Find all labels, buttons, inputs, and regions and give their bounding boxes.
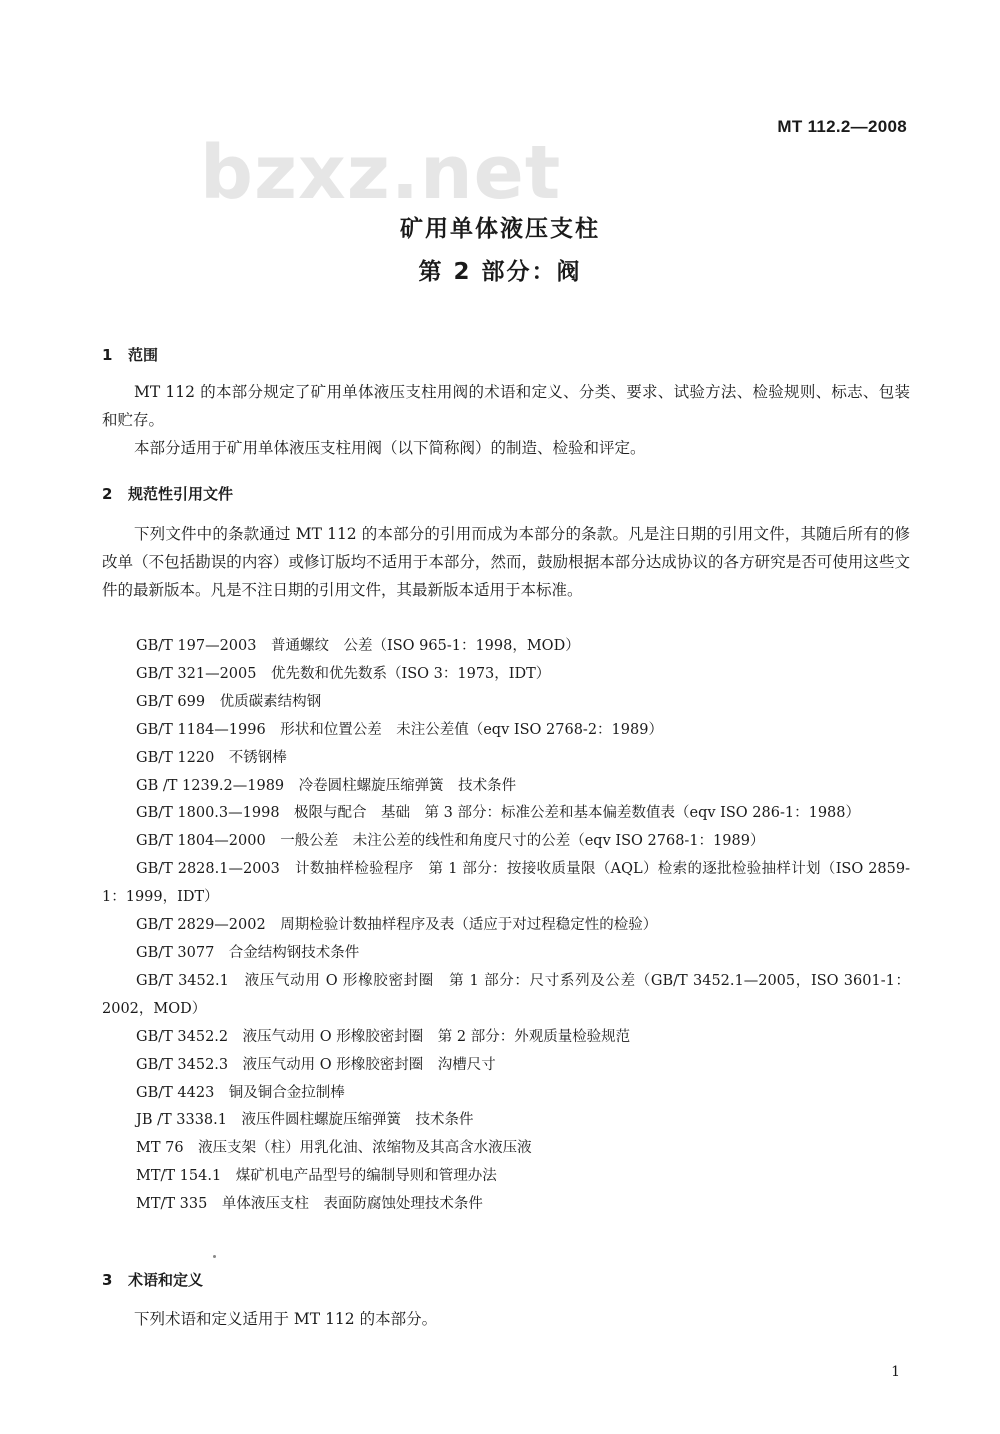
- section-title: 术语和定义: [128, 1271, 204, 1289]
- reference-item: GB/T 3452.1 液压气动用 O 形橡胶密封圈 第 1 部分：尺寸系列及公差（GB/T 3452.1—2005，ISO 3601-1：2002，MOD）: [102, 972, 910, 1017]
- section-title: 范围: [128, 346, 159, 364]
- reference-item: GB/T 2828.1—2003 计数抽样检验程序 第 1 部分：按接收质量限（AQL）检索的逐批检验抽样计划（ISO 2859-1：1999，IDT）: [102, 861, 910, 906]
- reference-item: GB/T 2829—2002 周期检验计数抽样程序及表（适应于对过程稳定性的检验）: [136, 917, 658, 934]
- references-intro-paragraph: 下列文件中的条款通过 MT 112 的本部分的引用而成为本部分的条款。凡是注日期的引用文件，其随后所有的修改单（不包括勘误的内容）或修订版均不适用于本部分，然而，鼓励根据本部分达成协议的各方研究是否可使用这些文件的最新版本。凡是不注日期的引用文件，其最新版本适用于本标准。: [102, 525, 910, 599]
- section-title: 规范性引用文件: [128, 485, 234, 503]
- reference-item: GB/T 197—2003 普通螺纹 公差（ISO 965-1：1998，MOD）: [136, 638, 580, 654]
- reference-item: GB/T 321—2005 优先数和优先数系（ISO 3：1973，IDT）: [136, 665, 551, 682]
- document-title: 矿用单体液压支柱: [400, 216, 600, 242]
- document-subtitle: 第 2 部分：阀: [418, 259, 582, 285]
- reference-item: GB/T 699 优质碳素结构钢: [136, 693, 322, 710]
- reference-item: GB/T 3452.3 液压气动用 O 形橡胶密封圈 沟槽尺寸: [136, 1056, 496, 1073]
- terms-paragraph: 下列术语和定义适用于 MT 112 的本部分。: [134, 1310, 438, 1328]
- page-number: 1: [891, 1364, 900, 1380]
- reference-item: MT/T 335 单体液压支柱 表面防腐蚀处理技术条件: [136, 1196, 483, 1213]
- reference-item: MT/T 154.1 煤矿机电产品型号的编制导则和管理办法: [136, 1168, 497, 1185]
- reference-item: GB/T 1184—1996 形状和位置公差 未注公差值（eqv ISO 2768-2：1989）: [136, 721, 663, 738]
- scan-speck: [213, 1255, 216, 1258]
- standard-number: MT 112.2—2008: [777, 117, 907, 136]
- section-number: 1: [102, 346, 113, 364]
- section-number: 2: [102, 485, 113, 503]
- watermark: bzxz.net: [200, 130, 562, 216]
- reference-item: GB/T 1804—2000 一般公差 未注公差的线性和角度尺寸的公差（eqv ISO 2768-1：1989）: [136, 833, 765, 850]
- reference-item: MT 76 液压支架（柱）用乳化油、浓缩物及其高含水液压液: [136, 1140, 532, 1157]
- applicability-paragraph: 本部分适用于矿用单体液压支柱用阀（以下简称阀）的制造、检验和评定。: [134, 439, 646, 457]
- reference-item: GB/T 4423 铜及铜合金拉制棒: [136, 1084, 345, 1101]
- reference-item: GB/T 1220 不锈钢棒: [136, 749, 287, 766]
- reference-item: JB /T 3338.1 液压件圆柱螺旋压缩弹簧 技术条件: [136, 1112, 474, 1129]
- section-3-heading: [102, 1269, 203, 1290]
- reference-item: GB/T 3452.2 液压气动用 O 形橡胶密封圈 第 2 部分：外观质量检验规范: [136, 1028, 631, 1045]
- reference-item: GB/T 3077 合金结构钢技术条件: [136, 944, 360, 961]
- section-number: 3: [102, 1271, 113, 1289]
- section-1-heading: [102, 344, 158, 365]
- reference-list: [102, 633, 910, 1219]
- reference-item: GB/T 1800.3—1998 极限与配合 基础 第 3 部分：标准公差和基本偏差数值表（eqv ISO 286-1：1988）: [136, 805, 861, 822]
- scope-paragraph: MT 112 的本部分规定了矿用单体液压支柱用阀的术语和定义、分类、要求、试验方法、检验规则、标志、包装和贮存。: [102, 383, 910, 429]
- reference-item: GB /T 1239.2—1989 冷卷圆柱螺旋压缩弹簧 技术条件: [136, 777, 517, 794]
- section-2-heading: [102, 483, 233, 504]
